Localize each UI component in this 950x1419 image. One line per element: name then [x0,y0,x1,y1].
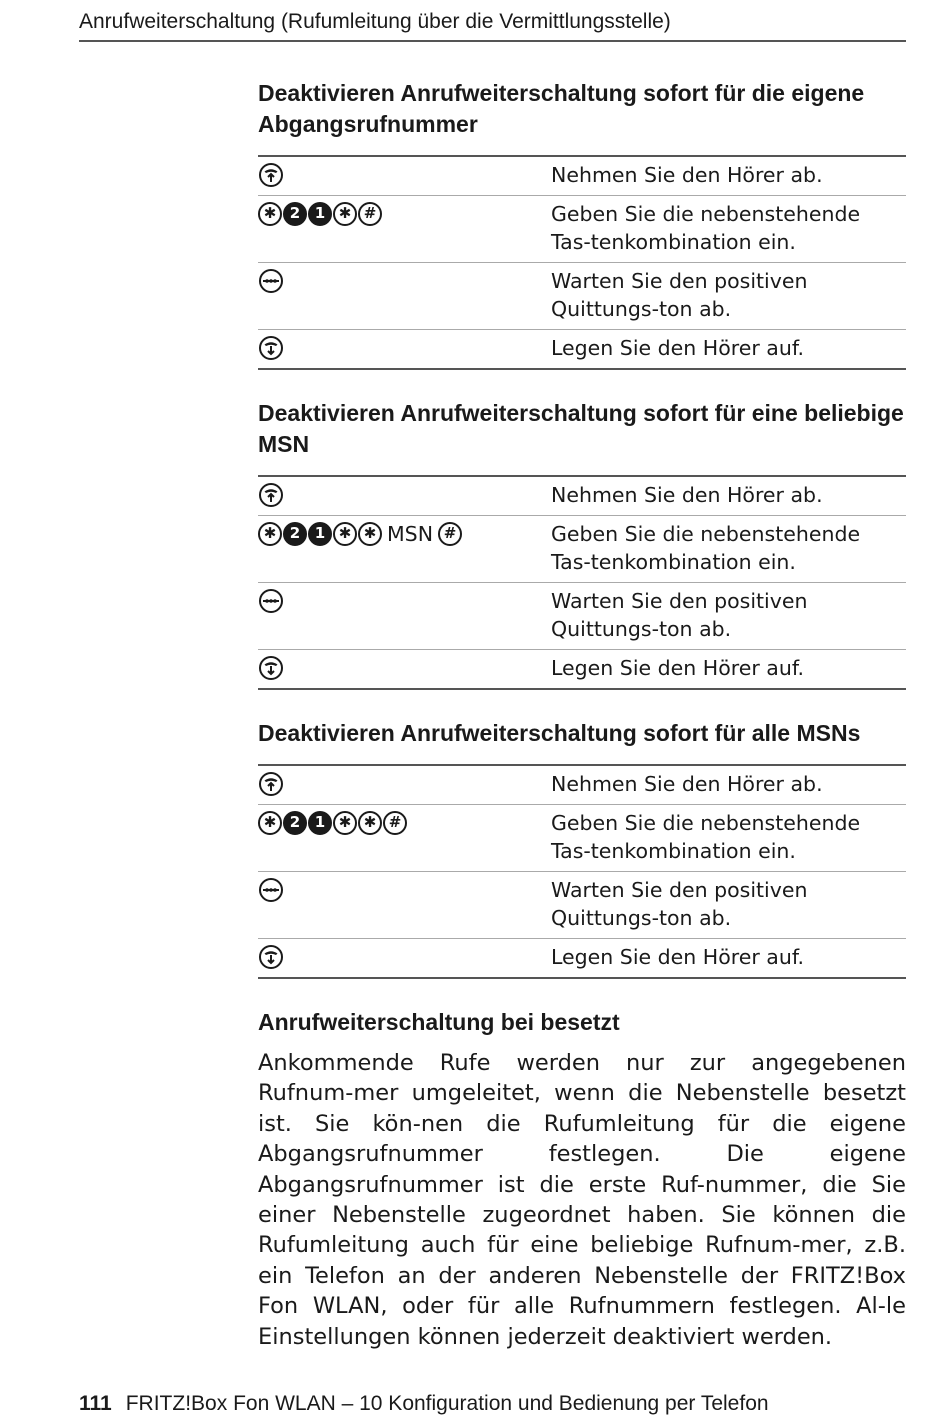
handset-lift-icon [258,162,284,188]
key-sequence [258,520,462,548]
step-row [258,196,906,263]
steps-table [258,155,906,370]
digit-key: 2 [283,202,307,226]
digit-key: 1 [308,202,332,226]
hash-key: # [438,522,462,546]
section-heading: Deaktivieren Anrufweiterschaltung sofort für eine beliebige MSN [258,400,904,457]
step-text: Legen Sie den Hörer auf. [551,330,906,370]
step-text: Nehmen Sie den Hörer ab. [551,483,823,507]
step-row [258,583,906,650]
digit-key: 1 [308,811,332,835]
page-content [258,78,906,1352]
star-key: ✱ [358,522,382,546]
hash-key: # [383,811,407,835]
section-heading: Deaktivieren Anrufweiterschaltung sofort für die eigene Abgangsrufnummer [258,80,865,137]
step-text: Nehmen Sie den Hörer ab. [551,163,823,187]
step-row [258,156,906,196]
handset-lift-icon [258,771,284,797]
digit-key: 2 [283,522,307,546]
star-key: ✱ [258,811,282,835]
step-row [258,476,906,516]
step-row [258,263,906,330]
confirmation-tone-icon [258,268,284,294]
digit-key: 2 [283,811,307,835]
step-text: Legen Sie den Hörer auf. [551,939,906,979]
step-text: Geben Sie die nebenstehende Tas-tenkombination ein. [551,196,906,263]
handset-hang-up-icon [258,655,284,681]
step-text: Warten Sie den positiven Quittungs-ton ab. [551,872,906,939]
star-key: ✱ [333,811,357,835]
steps-table [258,764,906,979]
confirmation-tone-icon [258,588,284,614]
step-text: Geben Sie die nebenstehende Tas-tenkombination ein. [551,805,906,872]
section-busy-forwarding [258,1007,906,1352]
step-text: Nehmen Sie den Hörer ab. [551,772,823,796]
section-own-number [258,78,906,370]
handset-hang-up-icon [258,944,284,970]
star-key: ✱ [258,202,282,226]
step-row [258,872,906,939]
step-row [258,516,906,583]
step-text: Warten Sie den positiven Quittungs-ton ab. [551,583,906,650]
steps-table [258,475,906,690]
step-text: Geben Sie die nebenstehende Tas-tenkombination ein. [551,516,906,583]
step-row [258,765,906,805]
page-number: 111 [79,1392,112,1415]
step-text: Warten Sie den positiven Quittungs-ton ab. [551,263,906,330]
digit-key: 1 [308,522,332,546]
section-heading: Anrufweiterschaltung bei besetzt [258,1009,620,1035]
confirmation-tone-icon [258,877,284,903]
hash-key: # [358,202,382,226]
step-row [258,330,906,370]
footer-title: FRITZ!Box Fon WLAN – 10 Konfiguration und Bedienung per Telefon [125,1392,769,1415]
section-heading: Deaktivieren Anrufweiterschaltung sofort für alle MSNs [258,720,861,746]
section-any-msn [258,398,906,690]
body-paragraph: Ankommende Rufe werden nur zur angegebenen Rufnum-mer umgeleitet, wenn die Nebenstelle besetzt ist. Sie kön-nen die Rufumleitung für die eigene Abgangsrufnummer festlegen. Die eigene Abgangsrufnummer ist die erste Ruf-nummer, die Sie einer Nebenstelle zugeordnet haben. Sie können die Rufumleitung auch für eine beliebige Rufnum-mer, z.B. ein Telefon an der anderen Nebenstelle der FRITZ!Box Fon WLAN, oder für alle Rufnummern festlegen. Al-le Einstellungen können jederzeit deaktiviert werden. [258,1050,906,1350]
running-head: Anrufweiterschaltung (Rufumleitung über die Vermittlungsstelle) [79,8,906,42]
handset-lift-icon [258,482,284,508]
star-key: ✱ [333,522,357,546]
step-row [258,650,906,690]
star-key: ✱ [358,811,382,835]
key-sequence [258,811,407,835]
section-all-msns [258,718,906,979]
page-footer [79,1390,919,1418]
star-key: ✱ [258,522,282,546]
msn-placeholder: MSN [387,521,434,546]
step-text: Legen Sie den Hörer auf. [551,650,906,690]
key-sequence [258,202,382,226]
step-row [258,939,906,979]
star-key: ✱ [333,202,357,226]
step-row [258,805,906,872]
handset-hang-up-icon [258,335,284,361]
